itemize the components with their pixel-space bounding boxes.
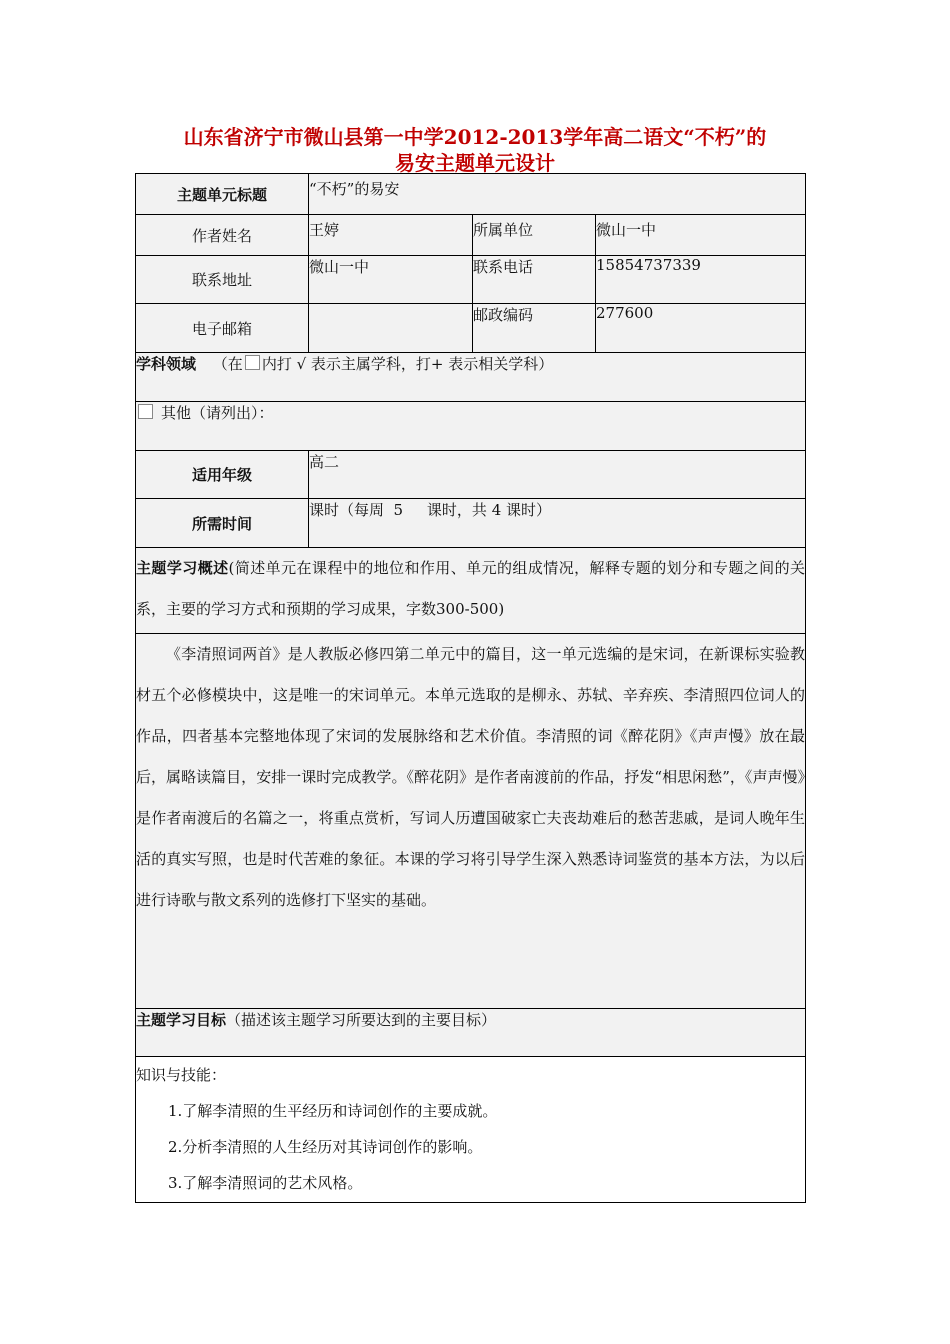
address-label: 联系地址 (136, 256, 309, 304)
row-overview-header (136, 548, 806, 634)
subject-label: 学科领域 (136, 355, 197, 373)
unit-label: 所属单位 (473, 215, 596, 256)
zip-label: 邮政编码 (473, 304, 596, 353)
row-topic (136, 174, 806, 215)
row-time (136, 499, 806, 548)
goals-body (136, 1057, 806, 1203)
time-value: 课时（每周 5 课时，共 4 课时） (309, 499, 806, 548)
row-goals-header (136, 1009, 806, 1057)
subject-note-pre: （在 (212, 355, 243, 373)
grade-value: 高二 (309, 451, 806, 499)
goal-item: 1.了解李清照的生平经历和诗词创作的主要成就。 (168, 1102, 498, 1120)
row-grade (136, 451, 806, 499)
goals-label: 主题学习目标 (136, 1011, 227, 1029)
email-label: 电子邮箱 (136, 304, 309, 353)
subject-cell (136, 353, 806, 402)
other-label: 其他（请列出）： (161, 404, 274, 422)
overview-label: 主题学习概述 (136, 559, 229, 577)
row-subject (136, 353, 806, 402)
zip-value: 277600 (596, 304, 806, 353)
title-line-1: 山东省济宁市微山县第一中学2012-2013学年高二语文“不朽”的 (183, 125, 767, 149)
other-checkbox[interactable] (138, 404, 153, 419)
row-goals-body (136, 1057, 806, 1203)
topic-label: 主题单元标题 (136, 174, 309, 215)
goals-header-cell (136, 1009, 806, 1057)
overview-desc: (简述单元在课程中的地位和作用、单元的组成情况，解释专题的划分和专题之间的关系，主要的学习方式和预期的学习成果，字数300-500) (136, 559, 806, 618)
unit-value: 微山一中 (596, 215, 806, 256)
overview-header-cell (136, 548, 806, 634)
row-author (136, 215, 806, 256)
document-title (120, 124, 830, 176)
row-overview-body (136, 634, 806, 1009)
row-other (136, 402, 806, 451)
grade-label: 适用年级 (136, 451, 309, 499)
goal-item: 2.分析李清照的人生经历对其诗词创作的影响。 (168, 1138, 483, 1156)
subject-note-post: 内打 √ 表示主属学科，打+ 表示相关学科） (261, 355, 554, 373)
email-value (309, 304, 473, 353)
title-line-2: 易安主题单元设计 (395, 151, 555, 175)
unit-design-table (135, 173, 806, 1203)
author-value: 王婷 (309, 215, 473, 256)
phone-label: 联系电话 (473, 256, 596, 304)
goal-item: 3.了解李清照词的艺术风格。 (168, 1174, 363, 1192)
time-label: 所需时间 (136, 499, 309, 548)
address-value: 微山一中 (309, 256, 473, 304)
row-email (136, 304, 806, 353)
topic-value: “不朽”的易安 (309, 174, 806, 215)
goals-desc: （描述该主题学习所要达到的主要目标） (226, 1011, 497, 1029)
overview-body: 《李清照词两首》是人教版必修四第二单元中的篇目，这一单元选编的是宋词，在新课标实验教材五个必修模块中，这是唯一的宋词单元。本单元选取的是柳永、苏轼、辛弃疾、李清照四位词人的作品，四者基本完整地体现了宋词的发展脉络和艺术价值。李清照的词《醉花阴》《声声慢》放在最后，属略读篇目，安排一课时完成教学。《醉花阴》是作者南渡前的作品，抒发“相思闲愁”，《声声慢》是作者南渡后的名篇之一，将重点赏析，写词人历遭国破家亡夫丧劫难后的愁苦悲戚，是词人晚年生活的真实写照，也是时代苦难的象征。本课的学习将引导学生深入熟悉诗词鉴赏的基本方法，为以后进行诗歌与散文系列的选修打下坚实的基础。 (136, 634, 806, 1009)
author-label: 作者姓名 (136, 215, 309, 256)
checkbox-icon (245, 355, 260, 370)
row-address (136, 256, 806, 304)
goals-category: 知识与技能： (136, 1066, 227, 1084)
phone-value: 15854737339 (596, 256, 806, 304)
other-cell (136, 402, 806, 451)
